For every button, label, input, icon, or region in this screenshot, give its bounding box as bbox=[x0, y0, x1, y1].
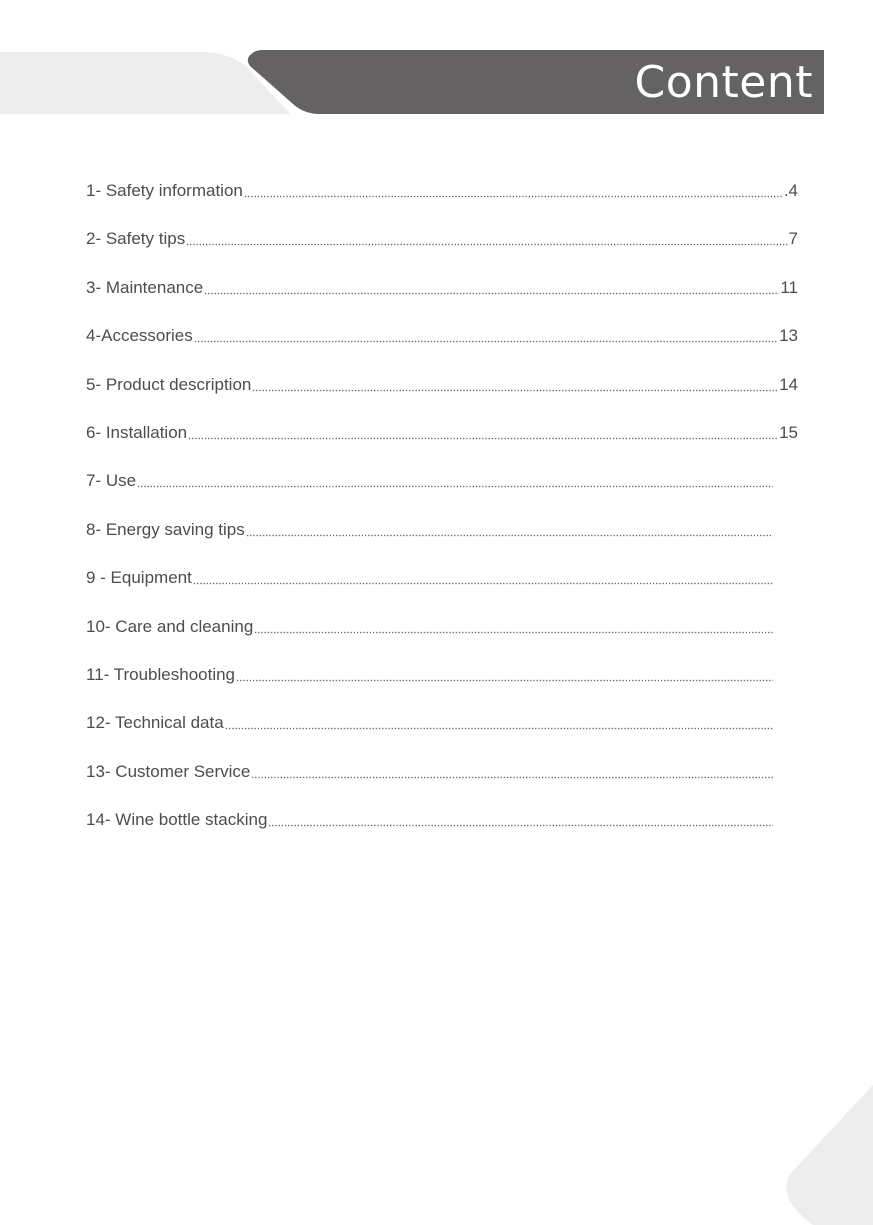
toc-entry-safety-information[interactable] bbox=[86, 176, 798, 224]
toc-entry-use[interactable] bbox=[86, 466, 774, 514]
toc-dot-leader bbox=[186, 224, 787, 246]
toc-entry-label: 5- Product description bbox=[86, 374, 252, 394]
toc-entry-accessories[interactable] bbox=[86, 321, 798, 369]
page-title: Content bbox=[634, 57, 813, 108]
toc-entry-page: 14 bbox=[779, 374, 798, 394]
toc-dot-leader bbox=[254, 612, 773, 634]
toc-entry-label: 11- Troubleshooting bbox=[86, 664, 236, 684]
toc-entry-label: 10- Care and cleaning bbox=[86, 616, 254, 636]
toc-dot-leader bbox=[236, 660, 773, 682]
toc-entry-troubleshooting[interactable] bbox=[86, 660, 774, 708]
toc-entry-page: 7 bbox=[788, 229, 798, 249]
toc-entry-label: 2- Safety tips bbox=[86, 229, 186, 249]
toc-entry-customer-service[interactable] bbox=[86, 757, 774, 805]
toc-entry-installation[interactable] bbox=[86, 418, 798, 466]
corner-shape bbox=[786, 1085, 873, 1225]
toc-entry-label: 12- Technical data bbox=[86, 713, 224, 733]
toc-entry-safety-tips[interactable] bbox=[86, 224, 798, 272]
toc-entry-page: 13 bbox=[779, 326, 798, 346]
toc-entry-label: 6- Installation bbox=[86, 422, 188, 442]
toc-entry-label: 7- Use bbox=[86, 471, 137, 491]
table-of-contents bbox=[86, 176, 798, 853]
toc-entry-wine-bottle-stacking[interactable] bbox=[86, 805, 774, 853]
toc-entry-label: 13- Customer Service bbox=[86, 761, 251, 781]
toc-entry-label: 9 - Equipment bbox=[86, 568, 192, 588]
toc-dot-leader bbox=[194, 321, 778, 343]
toc-dot-leader bbox=[268, 805, 773, 827]
toc-dot-leader bbox=[246, 515, 773, 537]
toc-dot-leader bbox=[193, 563, 773, 585]
toc-dot-leader bbox=[137, 466, 773, 488]
toc-dot-leader bbox=[244, 176, 783, 198]
toc-entry-page: 15 bbox=[779, 422, 798, 442]
toc-dot-leader bbox=[251, 757, 773, 779]
toc-entry-maintenance[interactable] bbox=[86, 273, 798, 321]
toc-entry-label: 8- Energy saving tips bbox=[86, 519, 245, 539]
toc-entry-page: .4 bbox=[783, 181, 798, 200]
toc-dot-leader bbox=[188, 418, 778, 440]
toc-entry-technical-data[interactable] bbox=[86, 708, 774, 756]
toc-entry-label: 3- Maintenance bbox=[86, 277, 204, 297]
toc-dot-leader bbox=[204, 273, 779, 295]
toc-entry-label: 1- Safety information bbox=[86, 181, 243, 200]
toc-entry-equipment[interactable] bbox=[86, 563, 774, 611]
corner-decoration bbox=[773, 1085, 873, 1225]
toc-entry-care-and-cleaning[interactable] bbox=[86, 612, 774, 660]
toc-entry-label: 14- Wine bottle stacking bbox=[86, 810, 268, 830]
toc-entry-page: 11 bbox=[780, 277, 798, 297]
header-light-tab bbox=[0, 52, 290, 114]
toc-entry-label: 4-Accessories bbox=[86, 326, 193, 346]
toc-entry-product-description[interactable] bbox=[86, 370, 798, 418]
toc-dot-leader bbox=[225, 708, 773, 730]
toc-entry-energy-saving-tips[interactable] bbox=[86, 515, 774, 563]
toc-dot-leader bbox=[252, 370, 778, 392]
